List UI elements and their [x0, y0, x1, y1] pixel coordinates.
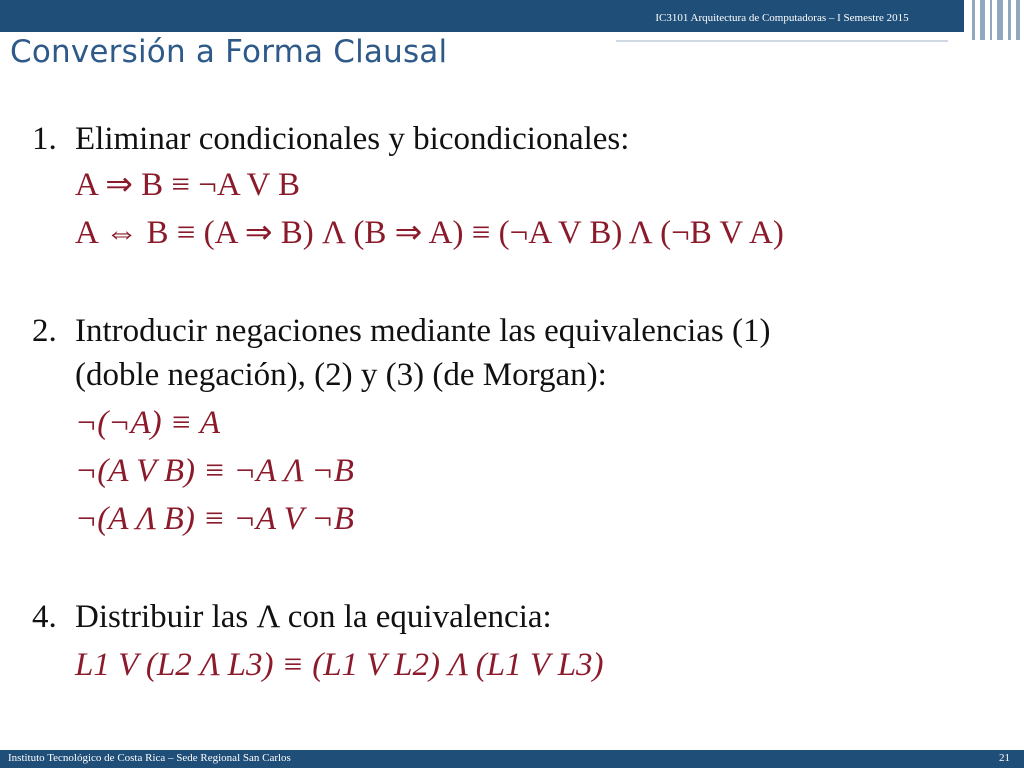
course-header: IC3101 Arquitectura de Computadoras – I Semestre 2015 — [655, 12, 909, 24]
formula-2a: ¬(¬A) ≡ A — [75, 405, 221, 441]
item-text-4: Distribuir las Λ con la equivalencia: — [75, 599, 552, 635]
item-text-2-cont: (doble negación), (2) y (3) (de Morgan): — [75, 357, 607, 393]
page-number: 21 — [999, 752, 1010, 764]
item-text-1: Eliminar condicionales y bicondicionales: — [75, 121, 630, 157]
footer-bar — [0, 750, 1024, 768]
formula-2c: ¬(A Λ B) ≡ ¬A V ¬B — [75, 501, 354, 537]
slide-title: Conversión a Forma Clausal — [10, 34, 448, 70]
formula-1a: A ⇒ B ≡ ¬A V B — [75, 167, 301, 203]
item-text-2: Introducir negaciones mediante las equivalencias (1) — [75, 313, 771, 349]
formula-2b: ¬(A V B) ≡ ¬A Λ ¬B — [75, 453, 354, 489]
formula-4a: L1 V (L2 Λ L3) ≡ (L1 V L2) Λ (L1 V L3) — [75, 647, 604, 683]
footer-institution: Instituto Tecnológico de Costa Rica – Sede Regional San Carlos — [8, 752, 291, 764]
formula-1b: A ⇔ B ≡ (A ⇒ B) Λ (B ⇒ A) ≡ (¬A V B) Λ (¬B V A) — [75, 215, 784, 251]
item-number-4: 4. — [32, 599, 57, 635]
item-number-2: 2. — [32, 313, 57, 349]
item-number-1: 1. — [32, 121, 57, 157]
